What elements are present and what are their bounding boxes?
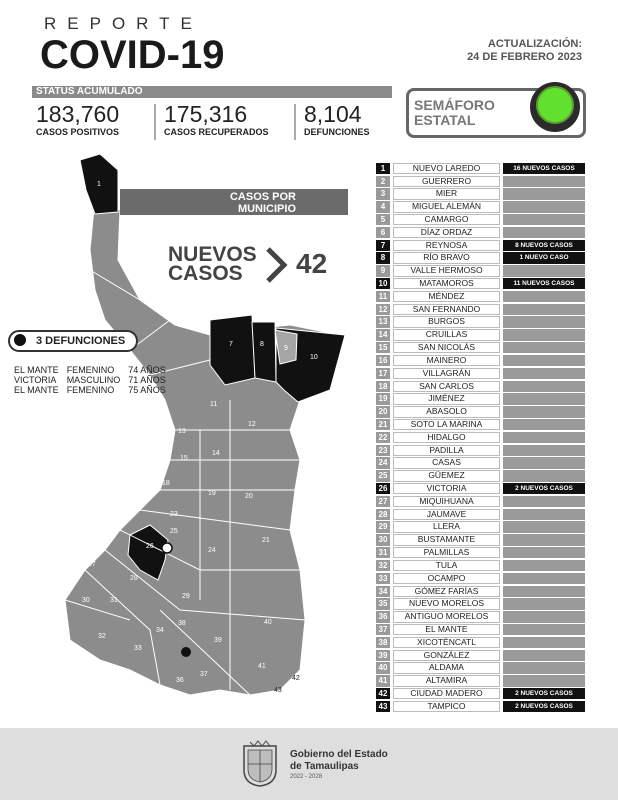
svg-text:37: 37 bbox=[200, 671, 208, 678]
municipio-name: MAINERO bbox=[393, 355, 500, 366]
map-rio-bravo bbox=[252, 322, 276, 382]
municipio-name: TAMPICO bbox=[393, 701, 500, 712]
positivos-value: 183,760 bbox=[36, 101, 120, 127]
municipio-cases bbox=[503, 586, 585, 597]
municipio-name: EL MANTE bbox=[393, 624, 500, 635]
svg-text:33: 33 bbox=[134, 645, 142, 652]
defunciones-badge: 3 DEFUNCIONES bbox=[8, 330, 138, 352]
municipio-name: BUSTAMANTE bbox=[393, 534, 500, 545]
municipio-name: MIGUEL ALEMÁN bbox=[393, 201, 500, 212]
municipio-name: MÉNDEZ bbox=[393, 291, 500, 302]
table-row bbox=[376, 367, 585, 380]
municipio-name: SAN FERNANDO bbox=[393, 304, 500, 315]
municipio-name: ALTAMIRA bbox=[393, 675, 500, 686]
nuevos-line2: CASOS bbox=[168, 262, 243, 285]
svg-text:9: 9 bbox=[284, 345, 288, 352]
banner-line1: CASOS POR bbox=[229, 191, 296, 203]
municipio-number: 10 bbox=[376, 278, 390, 289]
municipio-cases bbox=[503, 445, 585, 456]
municipio-number: 7 bbox=[376, 240, 390, 251]
table-row bbox=[376, 265, 585, 278]
municipio-number: 30 bbox=[376, 534, 390, 545]
table-row bbox=[376, 175, 585, 188]
municipio-cases bbox=[503, 521, 585, 532]
municipio-cases bbox=[503, 496, 585, 507]
municipio-number: 12 bbox=[376, 304, 390, 315]
municipio-number: 15 bbox=[376, 342, 390, 353]
municipio-number: 36 bbox=[376, 611, 390, 622]
svg-text:31: 31 bbox=[110, 597, 118, 604]
municipio-number: 24 bbox=[376, 457, 390, 468]
municipio-number: 4 bbox=[376, 201, 390, 212]
report-word: REPORTE bbox=[44, 14, 203, 33]
municipio-number: 18 bbox=[376, 381, 390, 392]
municipio-number: 32 bbox=[376, 560, 390, 571]
table-row bbox=[376, 200, 585, 213]
svg-text:8: 8 bbox=[260, 341, 264, 348]
stat-positivos bbox=[36, 101, 119, 137]
municipio-number: 28 bbox=[376, 509, 390, 520]
gov-line1: Gobierno del Estado bbox=[290, 749, 388, 760]
municipio-name: GÜEMEZ bbox=[393, 470, 500, 481]
municipio-name: ANTIGUO MORELOS bbox=[393, 611, 500, 622]
municipio-cases: 8 NUEVOS CASOS bbox=[503, 240, 585, 251]
traffic-light-green-icon bbox=[536, 86, 574, 124]
municipio-cases bbox=[503, 662, 585, 673]
municipio-number: 34 bbox=[376, 586, 390, 597]
table-row bbox=[376, 636, 585, 649]
table-row bbox=[376, 239, 585, 252]
municipio-cases: 2 NUEVOS CASOS bbox=[503, 701, 585, 712]
table-row bbox=[376, 303, 585, 316]
municipio-cases bbox=[503, 598, 585, 609]
municipio-cases: 16 NUEVOS CASOS bbox=[503, 163, 585, 174]
casos-por-municipio-banner bbox=[120, 189, 348, 215]
stat-defunciones bbox=[304, 101, 370, 137]
table-row bbox=[376, 226, 585, 239]
table-row bbox=[376, 675, 585, 688]
svg-text:10: 10 bbox=[310, 354, 318, 361]
table-row bbox=[376, 572, 585, 585]
municipio-name: OCAMPO bbox=[393, 573, 500, 584]
municipio-name: VICTORIA bbox=[393, 483, 500, 494]
municipio-name: GONZÁLEZ bbox=[393, 650, 500, 661]
table-row bbox=[376, 482, 585, 495]
svg-text:27: 27 bbox=[88, 561, 96, 568]
table-row bbox=[376, 316, 585, 329]
svg-text:24: 24 bbox=[208, 547, 216, 554]
svg-text:18: 18 bbox=[162, 480, 170, 487]
municipio-name: GÓMEZ FARÍAS bbox=[393, 586, 500, 597]
municipio-cases bbox=[503, 227, 585, 238]
svg-text:28: 28 bbox=[130, 575, 138, 582]
municipio-name: TULA bbox=[393, 560, 500, 571]
municipio-cases bbox=[503, 291, 585, 302]
municipio-name: SAN NICOLÁS bbox=[393, 342, 500, 353]
table-row bbox=[376, 521, 585, 534]
municipio-name: VALLE HERMOSO bbox=[393, 265, 500, 276]
nuevos-casos-label bbox=[168, 245, 257, 283]
semaforo-line1: SEMÁFORO bbox=[414, 97, 495, 113]
municipio-cases bbox=[503, 419, 585, 430]
municipio-name: PALMILLAS bbox=[393, 547, 500, 558]
defunciones-label: DEFUNCIONES bbox=[304, 127, 370, 137]
municipio-number: 13 bbox=[376, 316, 390, 327]
defuncion-place: EL MANTE bbox=[14, 365, 59, 375]
defunciones-list bbox=[14, 365, 174, 395]
municipio-number: 1 bbox=[376, 163, 390, 174]
table-row bbox=[376, 213, 585, 226]
municipio-name: ABASOLO bbox=[393, 406, 500, 417]
municipio-name: LLERA bbox=[393, 521, 500, 532]
svg-text:4: 4 bbox=[156, 305, 160, 312]
table-row bbox=[376, 687, 585, 700]
defuncion-sex: FEMENINO bbox=[66, 365, 115, 375]
municipio-cases bbox=[503, 624, 585, 635]
municipio-cases: 1 NUEVO CASO bbox=[503, 252, 585, 263]
chevron-right-icon bbox=[266, 247, 288, 283]
municipio-number: 25 bbox=[376, 470, 390, 481]
municipio-cases bbox=[503, 637, 585, 648]
table-row bbox=[376, 418, 585, 431]
svg-text:38: 38 bbox=[178, 620, 186, 627]
table-row bbox=[376, 559, 585, 572]
svg-text:34: 34 bbox=[156, 627, 164, 634]
defuncion-dot-icon bbox=[14, 334, 26, 346]
defuncion-age: 74 AÑOS bbox=[128, 365, 166, 375]
defuncion-sex: MASCULINO bbox=[66, 375, 121, 385]
defuncion-age: 71 AÑOS bbox=[128, 375, 166, 385]
gov-years: 2022 - 2028 bbox=[290, 774, 323, 780]
municipio-cases bbox=[503, 560, 585, 571]
municipio-number: 41 bbox=[376, 675, 390, 686]
table-row bbox=[376, 700, 585, 713]
municipio-name: CASAS bbox=[393, 457, 500, 468]
svg-text:26: 26 bbox=[146, 543, 154, 550]
svg-text:21: 21 bbox=[262, 537, 270, 544]
svg-text:5: 5 bbox=[176, 311, 180, 318]
municipios-table bbox=[376, 162, 585, 713]
municipio-cases bbox=[503, 432, 585, 443]
municipio-cases bbox=[503, 534, 585, 545]
municipio-cases bbox=[503, 393, 585, 404]
semaforo-label bbox=[414, 98, 495, 128]
table-row bbox=[376, 162, 585, 175]
table-row bbox=[376, 623, 585, 636]
municipio-name: VILLAGRÁN bbox=[393, 368, 500, 379]
municipio-cases bbox=[503, 675, 585, 686]
municipio-name: MIQUIHUANA bbox=[393, 496, 500, 507]
municipio-number: 8 bbox=[376, 252, 390, 263]
gov-name bbox=[290, 749, 388, 773]
table-row bbox=[376, 354, 585, 367]
municipio-number: 27 bbox=[376, 496, 390, 507]
municipio-name: CRUILLAS bbox=[393, 329, 500, 340]
municipio-name: CAMARGO bbox=[393, 214, 500, 225]
table-row bbox=[376, 662, 585, 675]
positivos-label: CASOS POSITIVOS bbox=[36, 127, 120, 137]
municipio-name: JAUMAVE bbox=[393, 509, 500, 520]
municipio-cases bbox=[503, 573, 585, 584]
municipio-cases bbox=[503, 355, 585, 366]
defuncion-row bbox=[14, 385, 174, 395]
municipio-cases bbox=[503, 214, 585, 225]
municipio-name: RÍO BRAVO bbox=[393, 252, 500, 263]
svg-text:29: 29 bbox=[182, 593, 190, 600]
municipio-number: 19 bbox=[376, 393, 390, 404]
gov-line2: de Tamaulipas bbox=[290, 761, 359, 772]
municipio-cases: 2 NUEVOS CASOS bbox=[503, 483, 585, 494]
municipio-name: ALDAMA bbox=[393, 662, 500, 673]
svg-text:16: 16 bbox=[98, 460, 106, 467]
svg-text:22: 22 bbox=[124, 499, 132, 506]
table-row bbox=[376, 188, 585, 201]
municipio-cases bbox=[503, 329, 585, 340]
svg-text:1: 1 bbox=[97, 181, 101, 188]
svg-text:39: 39 bbox=[214, 637, 222, 644]
table-row bbox=[376, 585, 585, 598]
table-row bbox=[376, 290, 585, 303]
municipio-cases bbox=[503, 316, 585, 327]
svg-text:11: 11 bbox=[210, 401, 218, 408]
svg-text:17: 17 bbox=[130, 463, 138, 470]
municipio-name: HIDALGO bbox=[393, 432, 500, 443]
municipio-number: 22 bbox=[376, 432, 390, 443]
divider bbox=[294, 104, 296, 140]
table-row bbox=[376, 470, 585, 483]
municipio-cases bbox=[503, 342, 585, 353]
svg-text:19: 19 bbox=[208, 490, 216, 497]
stat-recuperados bbox=[164, 101, 269, 137]
page-title: COVID-19 bbox=[40, 33, 225, 77]
municipio-name: JIMÉNEZ bbox=[393, 393, 500, 404]
municipio-name: CIUDAD MADERO bbox=[393, 688, 500, 699]
svg-text:42: 42 bbox=[292, 675, 300, 682]
svg-text:14: 14 bbox=[212, 450, 220, 457]
municipio-cases bbox=[503, 509, 585, 520]
municipio-number: 38 bbox=[376, 637, 390, 648]
municipio-name: MATAMOROS bbox=[393, 278, 500, 289]
svg-text:15: 15 bbox=[180, 455, 188, 462]
table-row bbox=[376, 431, 585, 444]
municipio-name: DÍAZ ORDAZ bbox=[393, 227, 500, 238]
municipio-cases bbox=[503, 265, 585, 276]
recuperados-label: CASOS RECUPERADOS bbox=[164, 127, 269, 137]
status-label: STATUS ACUMULADO bbox=[32, 86, 392, 98]
municipio-number: 21 bbox=[376, 419, 390, 430]
svg-text:13: 13 bbox=[178, 428, 186, 435]
defuncion-sex: FEMENINO bbox=[66, 385, 115, 395]
defuncion-place: EL MANTE bbox=[14, 385, 59, 395]
table-row bbox=[376, 393, 585, 406]
svg-text:25: 25 bbox=[170, 528, 178, 535]
municipio-number: 31 bbox=[376, 547, 390, 558]
municipio-cases bbox=[503, 547, 585, 558]
municipio-number: 6 bbox=[376, 227, 390, 238]
municipio-cases bbox=[503, 201, 585, 212]
municipio-number: 35 bbox=[376, 598, 390, 609]
municipio-cases: 2 NUEVOS CASOS bbox=[503, 688, 585, 699]
municipio-number: 14 bbox=[376, 329, 390, 340]
municipio-number: 5 bbox=[376, 214, 390, 225]
map-reynosa bbox=[210, 315, 255, 385]
svg-text:32: 32 bbox=[98, 633, 106, 640]
municipio-name: NUEVO LAREDO bbox=[393, 163, 500, 174]
municipio-cases bbox=[503, 304, 585, 315]
defuncion-row bbox=[14, 375, 174, 385]
banner-line2: MUNICIPIO bbox=[237, 203, 296, 215]
municipio-number: 26 bbox=[376, 483, 390, 494]
municipio-name: XICOTÉNCATL bbox=[393, 637, 500, 648]
table-row bbox=[376, 598, 585, 611]
table-row bbox=[376, 277, 585, 290]
update-info bbox=[467, 38, 582, 64]
municipio-number: 33 bbox=[376, 573, 390, 584]
defuncion-row bbox=[14, 365, 174, 375]
svg-text:3: 3 bbox=[136, 290, 140, 297]
municipio-name: MIER bbox=[393, 188, 500, 199]
municipio-number: 3 bbox=[376, 188, 390, 199]
municipio-name: BURGOS bbox=[393, 316, 500, 327]
defuncion-place: VICTORIA bbox=[14, 375, 57, 385]
municipio-name: SAN CARLOS bbox=[393, 381, 500, 392]
municipio-number: 43 bbox=[376, 701, 390, 712]
municipio-name: GUERRERO bbox=[393, 176, 500, 187]
municipio-name: NUEVO MORELOS bbox=[393, 598, 500, 609]
svg-text:30: 30 bbox=[82, 597, 90, 604]
municipio-cases bbox=[503, 650, 585, 661]
update-label: ACTUALIZACIÓN: bbox=[487, 38, 582, 50]
svg-text:20: 20 bbox=[245, 493, 253, 500]
municipio-number: 9 bbox=[376, 265, 390, 276]
table-row bbox=[376, 444, 585, 457]
svg-text:36: 36 bbox=[176, 677, 184, 684]
municipio-number: 11 bbox=[376, 291, 390, 302]
nuevos-casos-value: 42 bbox=[296, 248, 328, 279]
svg-text:23: 23 bbox=[170, 511, 178, 518]
table-row bbox=[376, 252, 585, 265]
municipio-name: SOTO LA MARINA bbox=[393, 419, 500, 430]
municipio-cases bbox=[503, 381, 585, 392]
municipio-name: PADILLA bbox=[393, 445, 500, 456]
svg-text:41: 41 bbox=[258, 663, 266, 670]
municipio-number: 40 bbox=[376, 662, 390, 673]
municipio-number: 29 bbox=[376, 521, 390, 532]
table-row bbox=[376, 508, 585, 521]
municipio-number: 39 bbox=[376, 650, 390, 661]
update-date: 24 DE FEBRERO 2023 bbox=[467, 51, 582, 63]
table-row bbox=[376, 380, 585, 393]
municipio-cases bbox=[503, 188, 585, 199]
nuevos-line1: NUEVOS bbox=[168, 243, 257, 266]
table-row bbox=[376, 534, 585, 547]
svg-text:6: 6 bbox=[200, 315, 204, 322]
state-seal-icon bbox=[240, 740, 280, 788]
defuncion-marker-icon bbox=[181, 647, 191, 657]
svg-text:40: 40 bbox=[264, 619, 272, 626]
municipio-number: 2 bbox=[376, 176, 390, 187]
svg-text:2: 2 bbox=[118, 247, 122, 254]
defunciones-value: 8,104 bbox=[304, 101, 362, 127]
svg-text:12: 12 bbox=[248, 421, 256, 428]
recuperados-value: 175,316 bbox=[164, 101, 248, 127]
defuncion-age: 75 AÑOS bbox=[128, 385, 166, 395]
svg-text:43: 43 bbox=[274, 687, 282, 694]
municipio-name: REYNOSA bbox=[393, 240, 500, 251]
municipio-cases bbox=[503, 368, 585, 379]
semaforo-line2: ESTATAL bbox=[414, 112, 476, 128]
municipio-cases bbox=[503, 470, 585, 481]
table-row bbox=[376, 405, 585, 418]
municipio-number: 17 bbox=[376, 368, 390, 379]
municipio-cases: 11 NUEVOS CASOS bbox=[503, 278, 585, 289]
table-row bbox=[376, 341, 585, 354]
svg-text:7: 7 bbox=[229, 341, 233, 348]
municipio-number: 42 bbox=[376, 688, 390, 699]
table-row bbox=[376, 457, 585, 470]
municipio-number: 16 bbox=[376, 355, 390, 366]
table-row bbox=[376, 495, 585, 508]
tamaulipas-map bbox=[0, 150, 370, 710]
municipio-number: 23 bbox=[376, 445, 390, 456]
municipio-cases bbox=[503, 457, 585, 468]
svg-text:35: 35 bbox=[156, 685, 164, 692]
municipio-number: 37 bbox=[376, 624, 390, 635]
municipio-number: 20 bbox=[376, 406, 390, 417]
table-row bbox=[376, 329, 585, 342]
municipio-cases bbox=[503, 611, 585, 622]
municipio-cases bbox=[503, 176, 585, 187]
table-row bbox=[376, 649, 585, 662]
municipio-cases bbox=[503, 406, 585, 417]
divider bbox=[154, 104, 156, 140]
defuncion-marker-victoria-icon bbox=[162, 543, 172, 553]
table-row bbox=[376, 546, 585, 559]
table-row bbox=[376, 610, 585, 623]
